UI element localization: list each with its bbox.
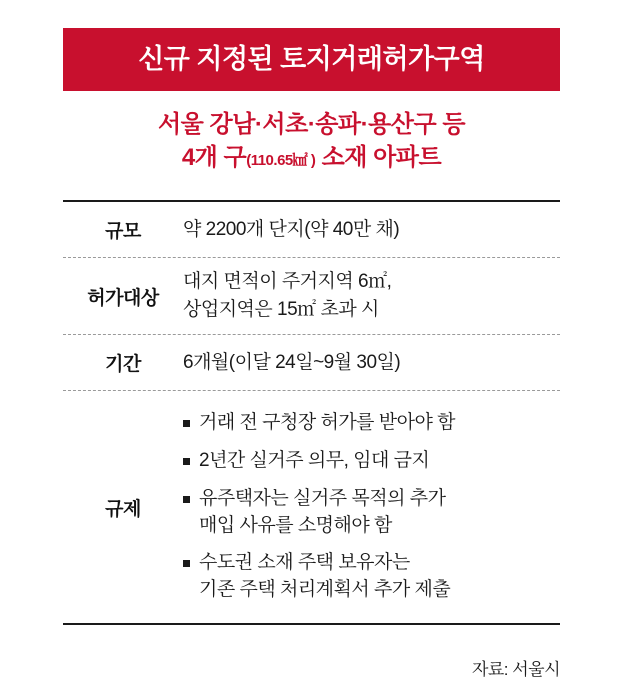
row-label-regulation: 규제 [105,498,141,520]
bullet-square-icon [183,420,190,427]
list-item-label: 2년간 실거주 의무, 임대 금지 [199,449,430,471]
row-value-target [183,268,560,323]
row-label-period: 기간 [105,354,141,375]
list-item-label: 유주택자는 실거주 목적의 추가 매입 사유를 소명해야 함 [199,487,446,536]
subtitle-line-2-post: 소재 아파트 [315,144,442,172]
table-bottom-rule [63,623,560,625]
row-label-target: 허가대상 [87,287,159,309]
row-value-target-line-1: 대지 면적이 주거지역 6㎡, [183,271,392,293]
table-row [63,335,560,390]
row-value-target-line-2: 상업지역은 15㎡ 초과 시 [183,299,379,320]
detail-table [63,200,560,625]
bullet-square-icon [183,458,190,465]
list-item [183,486,560,540]
table-row [63,202,560,257]
table-row [63,391,560,623]
table-row [63,258,560,334]
list-item [183,550,560,604]
subtitle-line-2 [63,141,560,174]
regulation-list [183,410,560,605]
bullet-square-icon [183,560,190,567]
bullet-square-icon [183,496,190,503]
subtitle-area-value: (110.65㎢ ) [246,152,316,170]
source-note: 자료: 서울시 [471,660,560,679]
subtitle-line-2-pre: 4개 구 [181,144,247,172]
row-label-scale: 규모 [105,221,141,242]
row-value-period: 6개월(이달 24일~9월 30일) [183,351,401,373]
list-item [183,410,560,437]
subtitle-line-1: 서울 강남·서초·송파·용산구 등 [157,111,466,138]
list-item-label: 거래 전 구청장 허가를 받아야 함 [199,411,455,433]
list-item [183,448,560,475]
header-bar [63,28,560,91]
row-value-scale: 약 2200개 단지(약 40만 채) [183,218,400,240]
subtitle-block [63,108,560,174]
list-item-label: 수도권 소재 주택 보유자는 기존 주택 처리계획서 추가 제출 [199,552,451,601]
row-value-regulation [183,410,560,605]
page-title: 신규 지정된 토지거래허가구역 [138,44,485,74]
